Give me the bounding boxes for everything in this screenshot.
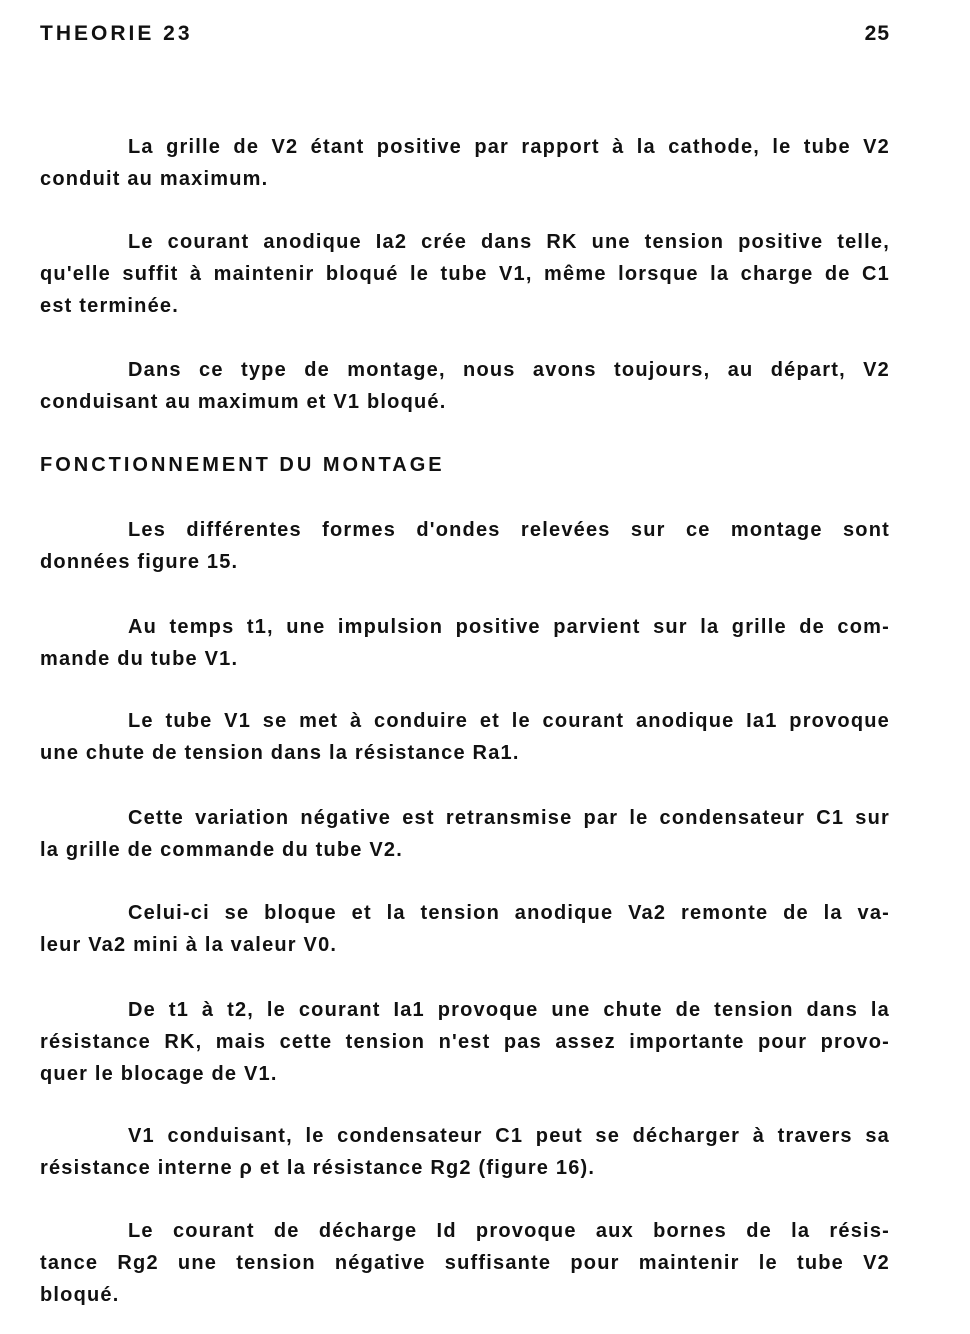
paragraph	[40, 802, 890, 866]
text-line: la grille de commande du tube V2.	[40, 839, 404, 861]
paragraph	[40, 1120, 890, 1184]
text-line: Dans ce type de montage, nous avons toujours, au départ, V2	[128, 359, 890, 381]
text-line: Le courant de décharge Id provoque aux bornes de la résis-	[128, 1220, 890, 1242]
text-line: mande du tube V1.	[40, 648, 239, 670]
text-line: La grille de V2 étant positive par rapport à la cathode, le tube V2	[128, 136, 890, 158]
text-line: données figure 15.	[40, 551, 239, 573]
text-line: Le courant anodique Ia2 crée dans RK une tension positive telle,	[128, 231, 890, 253]
page-number: 25	[864, 22, 890, 45]
text-line: qu'elle suffit à maintenir bloqué le tube V1, même lorsque la charge de C1	[40, 263, 890, 285]
text-line: bloqué.	[40, 1284, 120, 1306]
text-line: conduisant au maximum et V1 bloqué.	[40, 391, 447, 413]
text-line: est terminée.	[40, 295, 179, 317]
paragraph	[40, 994, 890, 1090]
paragraph	[40, 226, 890, 322]
text-line: quer le blocage de V1.	[40, 1063, 278, 1085]
text-line: Le tube V1 se met à conduire et le courant anodique Ia1 provoque	[128, 710, 890, 732]
text-line: tance Rg2 une tension négative suffisante pour maintenir le tube V2	[40, 1252, 890, 1274]
paragraph	[40, 897, 890, 961]
text-line: Cette variation négative est retransmise par le condensateur C1 sur	[128, 807, 890, 829]
text-line: Les différentes formes d'ondes relevées sur ce montage sont	[128, 519, 890, 541]
running-header-title: THEORIE 23	[40, 22, 193, 45]
paragraph	[40, 611, 890, 675]
text-line: leur Va2 mini à la valeur V0.	[40, 934, 338, 956]
text-line: une chute de tension dans la résistance Ra1.	[40, 742, 520, 764]
paragraph	[40, 705, 890, 769]
paragraph	[40, 1215, 890, 1311]
text-line: résistance interne ρ et la résistance Rg2 (figure 16).	[40, 1157, 596, 1179]
text-line: Au temps t1, une impulsion positive parvient sur la grille de com-	[128, 616, 890, 638]
text-line: conduit au maximum.	[40, 168, 269, 190]
text-line: résistance RK, mais cette tension n'est pas assez importante pour provo-	[40, 1031, 890, 1053]
section-heading: FONCTIONNEMENT DU MONTAGE	[40, 454, 445, 476]
text-line: De t1 à t2, le courant Ia1 provoque une chute de tension dans la	[128, 999, 890, 1021]
paragraph	[40, 514, 890, 578]
text-line: Celui-ci se bloque et la tension anodique Va2 remonte de la va-	[128, 902, 890, 924]
text-line: V1 conduisant, le condensateur C1 peut se décharger à travers sa	[128, 1125, 890, 1147]
paragraph	[40, 131, 890, 195]
paragraph	[40, 354, 890, 418]
